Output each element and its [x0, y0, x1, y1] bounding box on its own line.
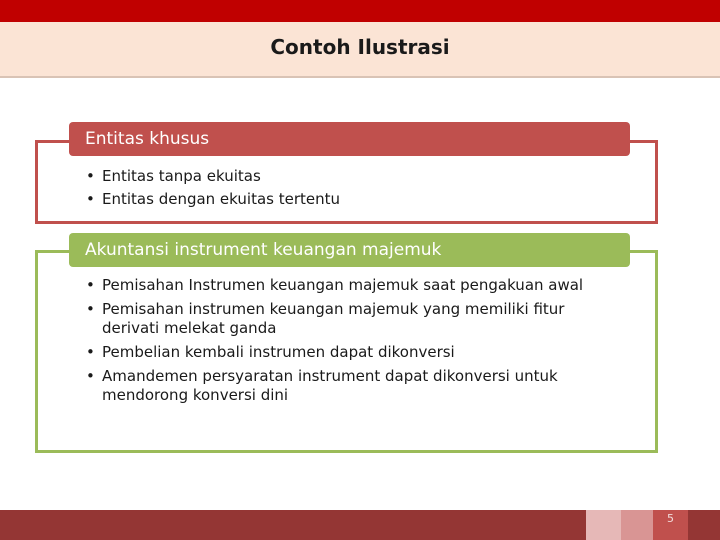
slide-title: Contoh Ilustrasi — [270, 35, 450, 59]
footer-square-4 — [688, 510, 720, 540]
list-item: • Pemisahan Instrumen keuangan majemuk saat pengakuan awal — [86, 276, 606, 295]
footer-square-1 — [586, 510, 621, 540]
frame-top-right-segment — [628, 250, 658, 253]
frame-top-left-segment — [35, 250, 72, 253]
section-header-entitas-khusus: Entitas khusus — [69, 122, 630, 156]
bullet-list-akuntansi-instrumen — [86, 276, 606, 410]
list-item: • Amandemen persyaratan instrument dapat dikonversi untuk mendorong konversi dini — [86, 367, 606, 405]
list-item: • Pembelian kembali instrumen dapat dikonversi — [86, 343, 606, 362]
bottom-accent-bar — [0, 510, 586, 540]
page-number: 5 — [667, 512, 674, 525]
title-band — [0, 22, 720, 78]
list-item: • Entitas dengan ekuitas tertentu — [86, 188, 606, 211]
list-item: • Pemisahan instrumen keuangan majemuk yang memiliki fitur derivati melekat ganda — [86, 300, 606, 338]
top-accent-bar — [0, 0, 720, 22]
bullet-list-entitas-khusus — [86, 165, 606, 211]
section-header-akuntansi-instrumen: Akuntansi instrument keuangan majemuk — [69, 233, 630, 267]
frame-top-right-segment — [628, 140, 658, 143]
list-item: • Entitas tanpa ekuitas — [86, 165, 606, 188]
footer-square-2 — [621, 510, 653, 540]
frame-top-left-segment — [35, 140, 72, 143]
